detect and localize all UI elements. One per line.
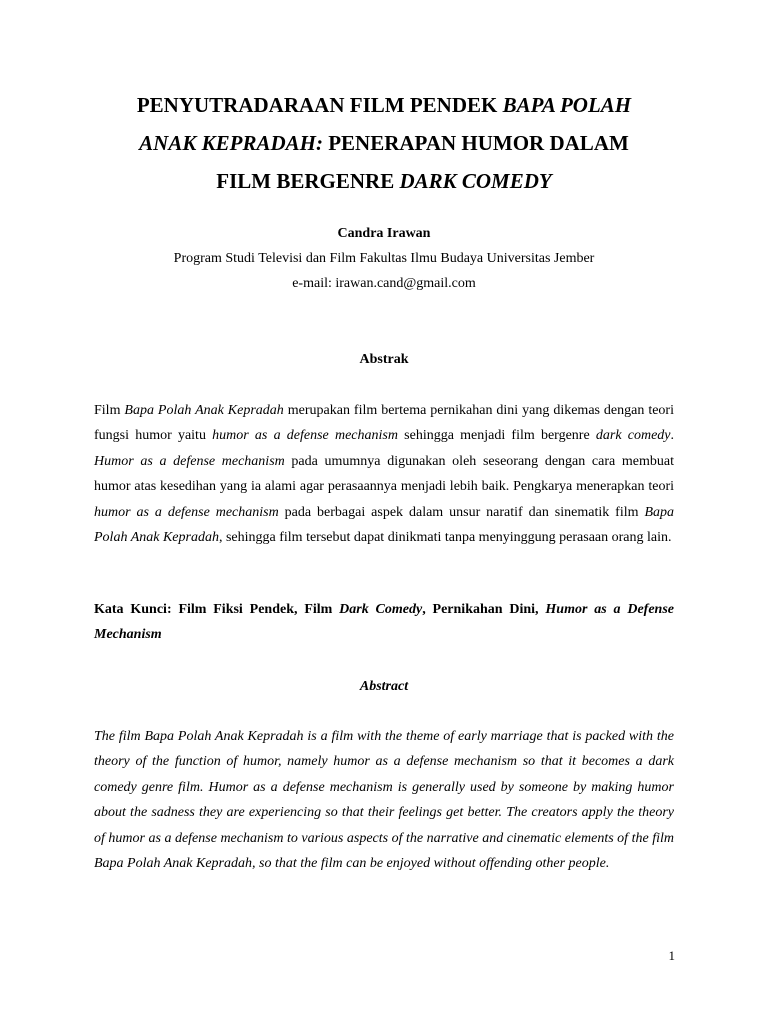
title-text-italic: ANAK KEPRADAH: [139, 131, 323, 155]
title-text-italic: BAPA POLAH [502, 93, 632, 117]
abstract-paragraph: The film Bapa Polah Anak Kepradah is a film with the theme of early marriage that is packed with the theory of the function of humor, namely humor as a defense mechanism so that it becomes a dark comedy genre film. Humor as a defense mechanism is generally used by someone by making humor about the sadness they are experiencing so that their feelings get better. The creators apply the theory of humor as a defense mechanism to various aspects of the narrative and cinematic elements of the film Bapa Polah Anak Kepradah, so that the film can be enjoyed without offending other people. [94, 729, 674, 872]
page-number: 1 [668, 948, 675, 963]
keywords-text-italic: Dark Comedy [339, 602, 423, 617]
abstrak-text: , sehingga film tersebut dapat dinikmati tanpa menyinggung perasaan orang lain. [218, 530, 672, 546]
abstrak-text-italic: Bapa Polah Anak Kepradah [94, 504, 674, 546]
abstrak-text: pada berbagai aspek dalam unsur naratif dan sinematik film [278, 504, 645, 520]
title-line-2 [60, 124, 708, 162]
keywords-text-italic: Humor as a Defense Mechanism [94, 602, 674, 643]
title-text: FILM BERGENRE [216, 169, 400, 193]
abstract-heading: Abstract [359, 679, 409, 694]
title-text-italic: DARK COMEDY [399, 169, 552, 193]
abstrak-text-italic: humor as a defense mechanism [94, 504, 279, 520]
abstrak-text: pada umumnya digunakan oleh seseorang dengan cara membuat humor atas kesedihan yang ia alami agar perasaannya menjadi lebih baik. Pengkarya menerapkan teori [94, 453, 674, 495]
title-text: PENYUTRADARAAN FILM PENDEK [136, 93, 503, 117]
abstrak-text: sehingga menjadi film bergenre [397, 428, 596, 444]
author-name: Candra Irawan [337, 226, 431, 241]
title-line-3 [60, 162, 708, 200]
abstrak-text-italic: dark comedy [595, 428, 671, 444]
title-text: PENERAPAN HUMOR DALAM [322, 131, 629, 155]
abstrak-text-italic: Bapa Polah Anak Kepradah [124, 403, 284, 418]
keywords [94, 597, 674, 648]
abstrak-text: . [670, 428, 674, 444]
author-email: e-mail: irawan.cand@gmail.com [292, 276, 476, 291]
abstrak-text-italic: Humor as a defense mechanism [94, 453, 285, 469]
abstrak-text-italic: humor as a defense mechanism [212, 428, 398, 444]
abstrak-paragraph [94, 398, 674, 550]
author-affiliation: Program Studi Televisi dan Film Fakultas Ilmu Budaya Universitas Jember [173, 251, 595, 266]
abstrak-text: Film [94, 403, 125, 418]
abstrak-heading: Abstrak [359, 352, 409, 367]
paper-title [60, 86, 708, 200]
title-line-1 [60, 86, 708, 124]
keywords-text: , Pernikahan Dini, [422, 602, 546, 617]
keywords-text: Kata Kunci: Film Fiksi Pendek, Film [94, 602, 340, 617]
abstrak-text: merupakan film bertema pernikahan dini yang dikemas dengan teori fungsi humor yaitu [94, 403, 674, 444]
